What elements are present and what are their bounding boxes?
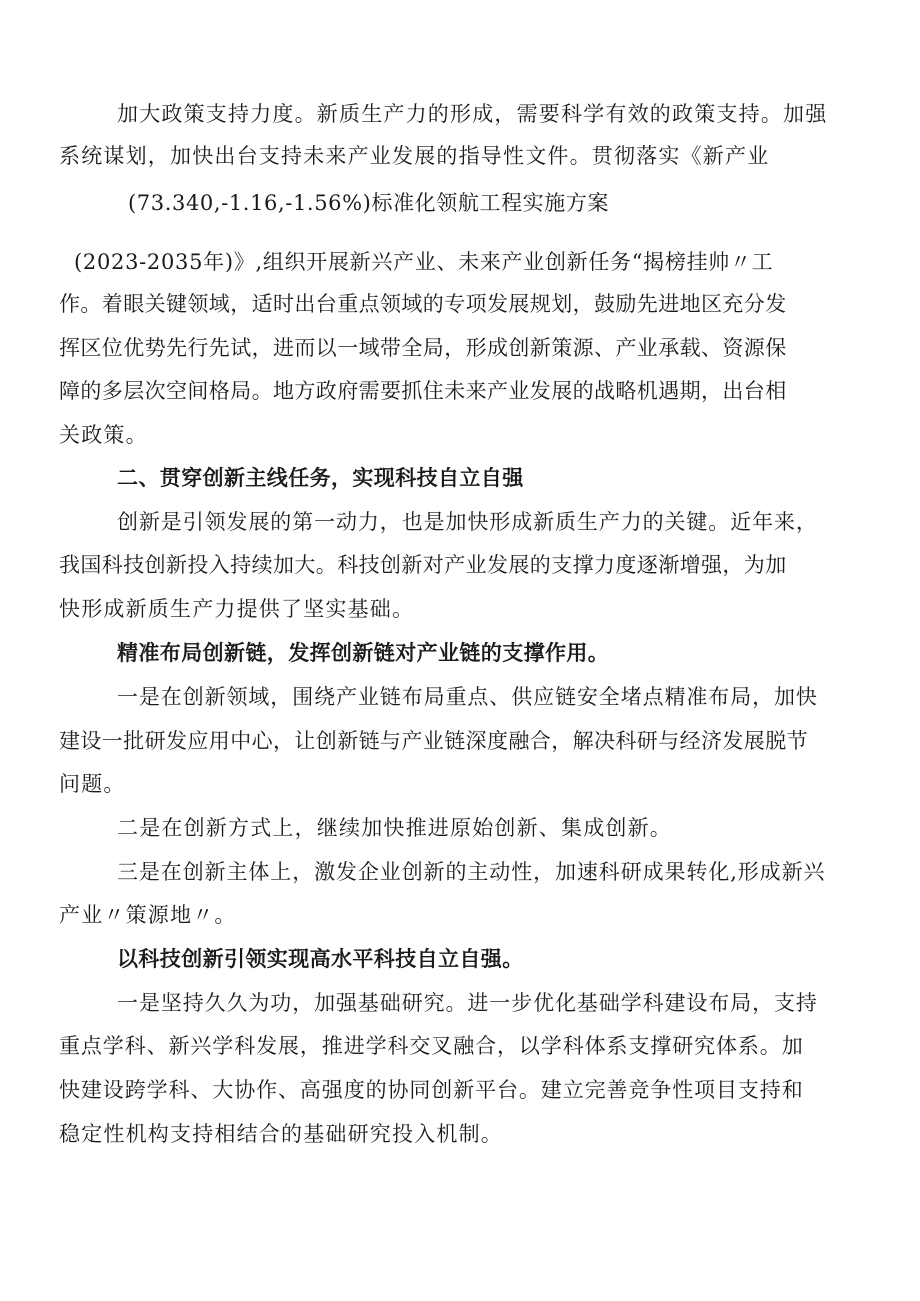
text-line: 一是坚持久久为功，加强基础研究。进一步优化基础学科建设布局，支持 — [117, 991, 818, 1015]
text-line: 障的多层次空间格局。地方政府需要抓住未来产业发展的战略机遇期，出台相 — [59, 379, 787, 403]
text-line: 重点学科、新兴学科发展，推进学科交叉融合，以学科体系支撑研究体系。加 — [59, 1034, 804, 1058]
text-line: 二是在创新方式上，继续加快推进原始创新、集成创新。 — [117, 816, 672, 840]
text-line: 稳定性机构支持相结合的基础研究投入机制。 — [59, 1122, 503, 1146]
text-line: (73.340,-1.16,-1.56%)标准化领航工程实施方案 — [128, 191, 610, 215]
text-line: (2023-2035年)》,组织开展新兴产业、未来产业创新任务“揭榜挂帅〃工 — [74, 250, 774, 274]
section-heading: 二、贯穿创新主线任务，实现科技自立自强 — [117, 466, 524, 490]
text-line: 三是在创新主体上，激发企业创新的主动性，加速科研成果转化,形成新兴 — [117, 860, 826, 884]
text-line: 快形成新质生产力提供了坚实基础。 — [59, 597, 415, 621]
text-line: 产业〃策源地〃。 — [59, 903, 237, 927]
text-line: 创新是引领发展的第一动力，也是加快形成新质生产力的关键。近年来， — [117, 510, 818, 534]
subsection-heading: 精准布局创新链，发挥创新链对产业链的支撑作用。 — [117, 641, 610, 665]
text-line: 建设一批研发应用中心，让创新链与产业链深度融合，解决科研与经济发展脱节 — [59, 729, 808, 753]
text-line: 问题。 — [59, 772, 126, 796]
text-line: 作。着眼关键领域，适时出台重点领域的专项发展规划，鼓励先进地区充分发 — [59, 292, 787, 316]
text-line: 系统谋划，加快出台支持未来产业发展的指导性文件。贯彻落实《新产业 — [59, 144, 770, 168]
text-line: 快建设跨学科、大协作、高强度的协同创新平台。建立完善竞争性项目支持和 — [59, 1078, 804, 1102]
text-line: 挥区位优势先行先试，进而以一域带全局，形成创新策源、产业承载、资源保 — [59, 336, 787, 360]
text-line: 关政策。 — [59, 423, 148, 447]
text-line: 我国科技创新投入持续加大。科技创新对产业发展的支撑力度逐渐增强，为加 — [59, 553, 787, 577]
subsection-heading: 以科技创新引领实现高水平科技自立自强。 — [117, 947, 524, 971]
text-line: 加大政策支持力度。新质生产力的形成，需要科学有效的政策支持。加强 — [117, 102, 828, 126]
text-line: 一是在创新领域，围绕产业链布局重点、供应链安全堵点精准布局，加快 — [117, 685, 818, 709]
